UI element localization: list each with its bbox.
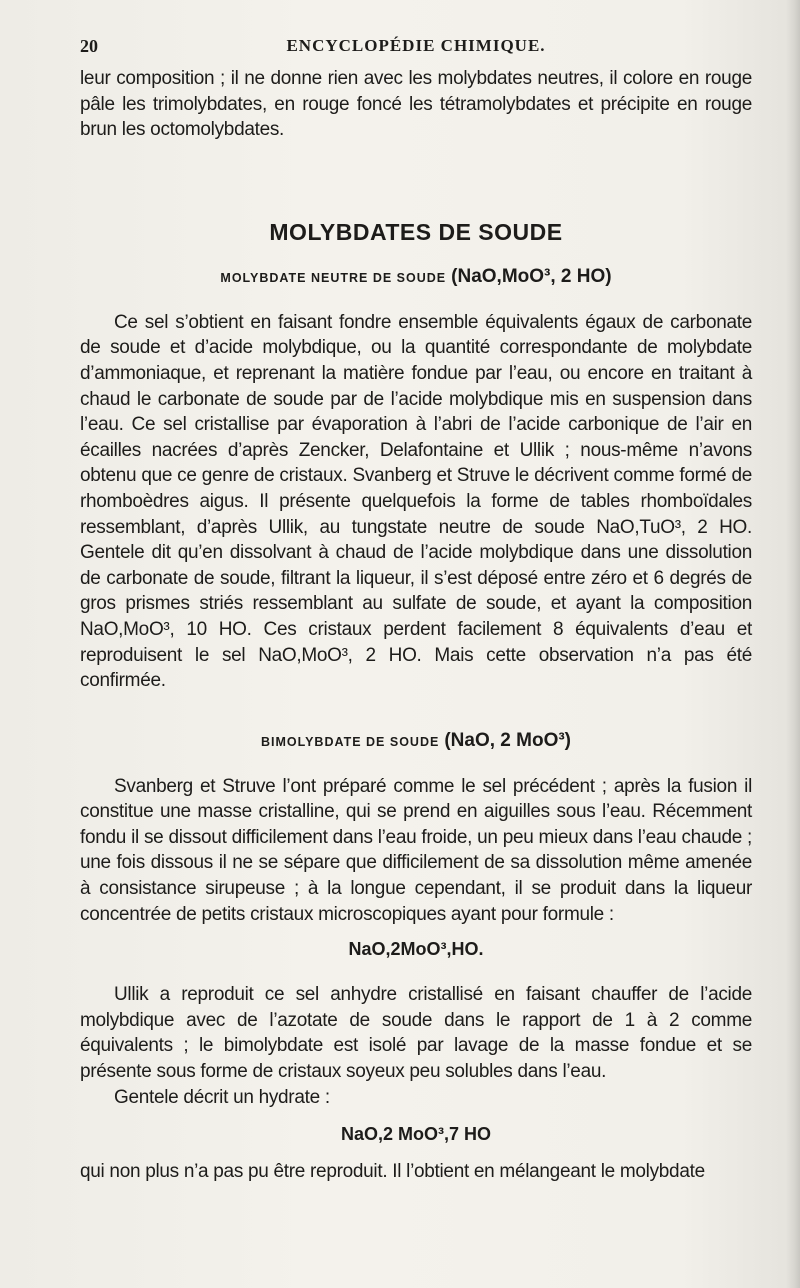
bimolybdate-paragraph-3: Gentele décrit un hydrate : (114, 1086, 330, 1108)
neutral-heading-formula: (NaO,MoO³, 2 HO) (451, 265, 612, 287)
page-number: 20 (80, 36, 98, 56)
bimolybdate-heading (80, 730, 752, 752)
bimolybdate-paragraph-4: qui non plus n’a pas pu être reproduit. Il l’obtient en mélangeant le molybdate (80, 1161, 705, 1183)
formula-anhydre: NaO,2MoO³,HO. (348, 939, 484, 960)
section-title: MOLYBDATES DE SOUDE (269, 218, 563, 245)
page-header (80, 36, 752, 62)
bimolybdate-heading-label: BIMOLYBDATE DE SOUDE (260, 734, 440, 749)
page-edge-shadow (786, 0, 800, 1288)
neutral-paragraph: Ce sel s’obtient en faisant fondre ensemble équivalents égaux de carbonate de soude et d’acide molybdique, ou la quantité correspondante de molybdate d’ammoniaque, et reprenant la matière fondue par l’eau, ou encore en traitant à chaud le carbonate de soude par de l’acide molybdique mis en suspension dans l’eau. Ce sel cristallise par évaporation à l’abri de l’acide carbonique de l’air en écailles nacrées d’après Zencker, Delafontaine et Ullik ; nous-même n’avons obtenu que ce genre de cristaux. Svanberg et Struve le décrivent comme formé de rhomboèdres aigus. Il présente quelquefois la forme de tables rhomboïdales ressemblant, d’après Ullik, au tungstate neutre de soude NaO,TuO³, 2 HO. Gentele dit qu’en dissolvant à chaud de l’acide molybdique dans une dissolution de carbonate de soude, filtrant la liqueur, il s’est déposé entre zéro et 6 degrés de gros prismes striés ressemblant au sulfate de soude, et ayant la composition NaO,MoO³, 10 HO. Ces cristaux perdent facilement 8 équivalents d’eau et reproduisent le sel NaO,MoO³, 2 HO. Mais cette observation n’a pas été confirmée. (80, 311, 752, 692)
page-content (80, 66, 752, 1185)
bimolybdate-heading-formula: (NaO, 2 MoO³) (444, 729, 572, 751)
intro-paragraph: leur composition ; il ne donne rien avec les molybdates neutres, il colore en rouge pâle les trimolybdates, en rouge foncé les tétramolybdates et précipite en rouge brun les octomolybdates. (80, 68, 752, 141)
formula-hydrate: NaO,2 MoO³,7 HO (340, 1124, 492, 1145)
neutral-heading-label: MOLYBDATE NEUTRE DE SOUDE (220, 270, 447, 285)
bimolybdate-paragraph-1: Svanberg et Struve l’ont préparé comme le sel précédent ; après la fusion il constitue une masse cristalline, qui se prend en aiguilles sous l’eau. Récemment fondu il se dissout difficilement dans l’eau froide, un peu mieux dans l’eau chaude ; une fois dissous il ne se sépare que difficilement de sa dissolution même amenée à consistance sirupeuse ; à la longue cependant, il se produit dans la liqueur concentrée de petits cristaux microscopiques ayant pour formule : (80, 775, 752, 925)
bimolybdate-paragraph-2: Ullik a reproduit ce sel anhydre cristallisé en faisant chauffer de l’acide molybdique avec de l’azotate de soude dans le rapport de 1 à 2 comme équivalents ; le bimolybdate est isolé par lavage de la masse fondue et se présente sous forme de cristaux soyeux peu solubles dans l’eau. (80, 984, 752, 1083)
neutral-heading (80, 266, 752, 288)
running-title: ENCYCLOPÉDIE CHIMIQUE. (286, 36, 546, 55)
